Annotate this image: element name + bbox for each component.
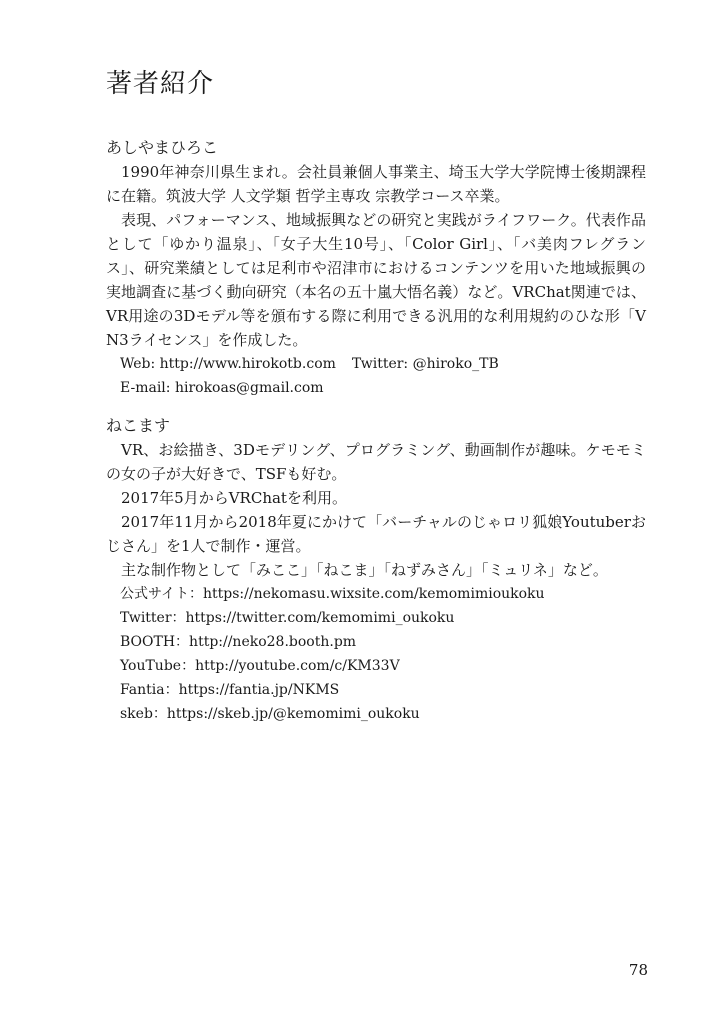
author-section-ashiyama xyxy=(106,136,646,400)
page-number: 78 xyxy=(628,961,648,979)
author-name: あしやまひろこ xyxy=(106,138,219,157)
web-link[interactable]: Web: http://www.hirokotb.com xyxy=(120,356,336,372)
author-bio-paragraph: 表現、パフォーマンス、地域振興などの研究と実践がライフワーク。代表作品として「ゆかり温泉」、「女子大生10号」、「Color Girl」、「バ美肉フレグランス」、研究業績としては足利市や沼津市におけるコンテンツを用いた地域振興の実地調査に基づく動向研究（本名の五十嵐大悟名義）など。VRChat関連では、VR用途の3Dモデル等を頒布する際に利用できる汎用的な利用規約のひな形「VN3ライセンス」を作成した。 xyxy=(106,211,646,349)
author-bio-paragraph: 1990年神奈川県生まれ。会社員兼個人事業主、埼玉大学大学院博士後期課程に在籍。筑波大学 人文学類 哲学主専攻 宗教学コース卒業。 xyxy=(106,163,646,205)
skeb-link[interactable]: skeb：https://skeb.jp/@kemomimi_oukoku xyxy=(120,706,420,722)
fantia-link[interactable]: Fantia：https://fantia.jp/NKMS xyxy=(120,682,340,698)
twitter-link[interactable]: Twitter：https://twitter.com/kemomimi_oukoku xyxy=(120,610,455,626)
booth-link[interactable]: BOOTH：http://neko28.booth.pm xyxy=(120,634,357,650)
page-title: 著者紹介 xyxy=(106,69,215,99)
contact-row xyxy=(106,352,646,376)
email-link[interactable]: E-mail: hirokoas@gmail.com xyxy=(120,380,324,396)
author-bio-paragraph: 主な制作物として「みここ」「ねこま」「ねずみさん」「ミュリネ」など。 xyxy=(121,561,608,579)
author-bio-paragraph: VR、お絵描き、3Dモデリング、プログラミング、動画制作が趣味。ケモモミの女の子が大好きで、TSFも好む。 xyxy=(106,441,646,483)
official-site-link[interactable]: 公式サイト：https://nekomasu.wixsite.com/kemomimioukoku xyxy=(120,586,545,602)
twitter-link[interactable]: Twitter: @hiroko_TB xyxy=(351,356,499,372)
youtube-link[interactable]: YouTube：http://youtube.com/c/KM33V xyxy=(120,658,400,674)
author-section-nekomasu xyxy=(106,414,646,726)
author-name: ねこます xyxy=(106,416,171,435)
author-bio-paragraph: 2017年5月からVRChatを利用。 xyxy=(121,489,347,507)
author-bio-paragraph: 2017年11月から2018年夏にかけて「バーチャルのじゃロリ狐娘Youtuberおじさん」を1人で制作・運営。 xyxy=(106,513,646,555)
